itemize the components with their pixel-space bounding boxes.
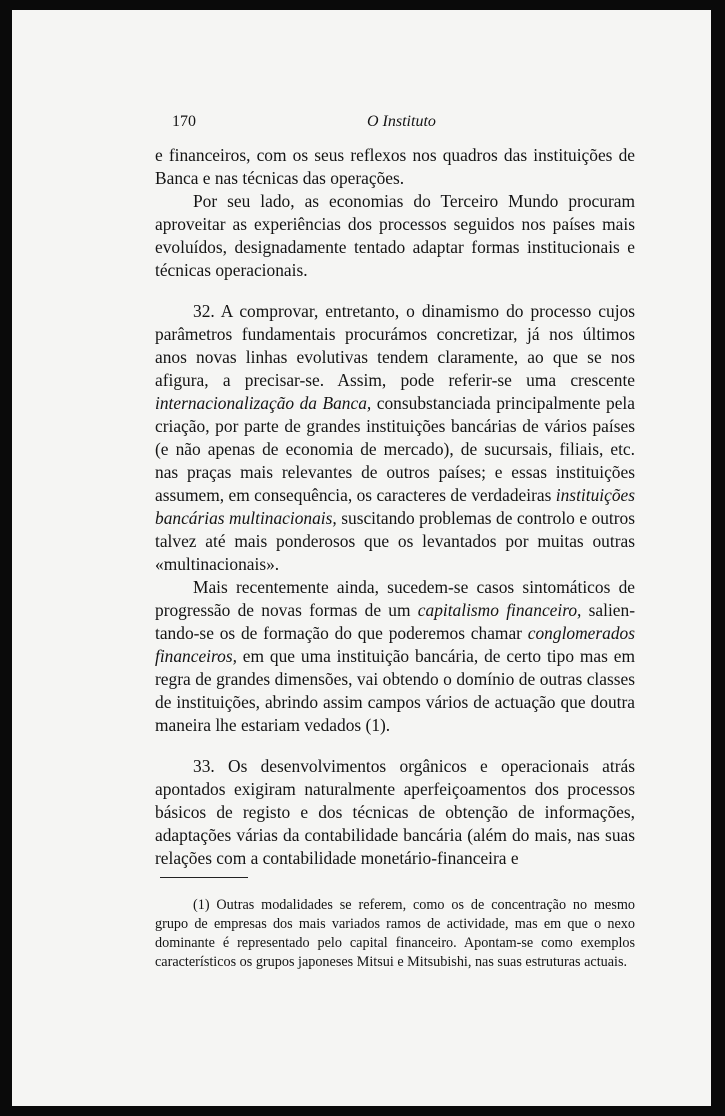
paragraph-capitalismo-text-c: em que uma instituição bancária, de certo tipo mas em regra de grandes dimensões, vai obtendo o domínio de outras classes de instituições, abrindo assim campos vários de actuação que doutra maneira lhe estariam vedados (1).	[155, 646, 635, 735]
italic-conglomerados-financeiros: conglomerados financeiros,	[155, 623, 635, 666]
italic-capitalismo-financeiro: capitalismo financeiro,	[417, 600, 582, 620]
footnote-text: (1) Outras modalidades se referem, como os de concentração no mesmo grupo de empresas dos mais variados ramos de actividade, mas em que o nexo dominante é representado pelo capital financeiro. Apontam-se como exemplos característicos os grupos japoneses Mitsui e Mitsubishi, nas suas estruturas actuais.	[155, 897, 635, 970]
footnote-separator	[160, 877, 248, 878]
paragraph-32-text-c: suscitando problemas de controlo e outros talvez até mais ponderosos que os levantados por muitas outras «multinacionais».	[155, 508, 635, 574]
italic-instituicoes-multinacionais: instituições bancárias multinacionais,	[155, 485, 635, 528]
footnote	[155, 896, 635, 972]
paragraph-capitalismo	[155, 576, 635, 737]
paragraph-capitalismo-text-a: Mais recentemente ainda, sucedem-se casos sintomáticos de progressão de novas formas de um	[155, 577, 635, 620]
paragraph-32	[155, 300, 635, 576]
paragraph-33: 33. Os desenvolvimentos orgânicos e operacionais atrás apontados exigiram naturalmente aperfeiçoamentos dos processos básicos de registo e dos técnicas de obtenção de informações, adaptações várias da contabilidade bancária (além do mais, nas suas relações com a contabilidade monetário-financeira e	[155, 756, 635, 868]
paragraph-32-text-b: consubstanciada principalmente pela criação, por parte de grandes instituições bancárias de vários países (e não apenas de economia de mercado), de sucursais, filiais, etc. nas praças mais relevantes de outros países; e essas instituições assumem, em consequência, os caracteres de verdadeiras	[155, 393, 635, 505]
paragraph-continuation: e financeiros, com os seus reflexos nos quadros das instituições de Banca e nas técnicas das operações.	[155, 145, 635, 188]
body-text	[155, 144, 635, 870]
paragraph-32-text-a: 32. A comprovar, entretanto, o dinamismo do processo cujos parâmetros fundamentais procurámos concretizar, já nos últimos anos novas linhas evolutivas tendem claramente, ao que se nos afigura, a precisar-se. Assim, pode referir-se uma crescente	[155, 301, 635, 390]
paragraph-third-world: Por seu lado, as economias do Terceiro Mundo procuram aproveitar as experiências dos processos seguidos nos países mais evoluídos, designadamente tentado adaptar formas institucionais e técnicas operacionais.	[155, 191, 635, 280]
italic-internacionalizacao: internacionalização da Banca,	[155, 393, 372, 413]
paragraph-capitalismo-text-b: salientando-se os de formação do que poderemos chamar	[155, 600, 635, 643]
page-number: 170	[172, 113, 196, 130]
running-title: O Instituto	[367, 113, 436, 130]
